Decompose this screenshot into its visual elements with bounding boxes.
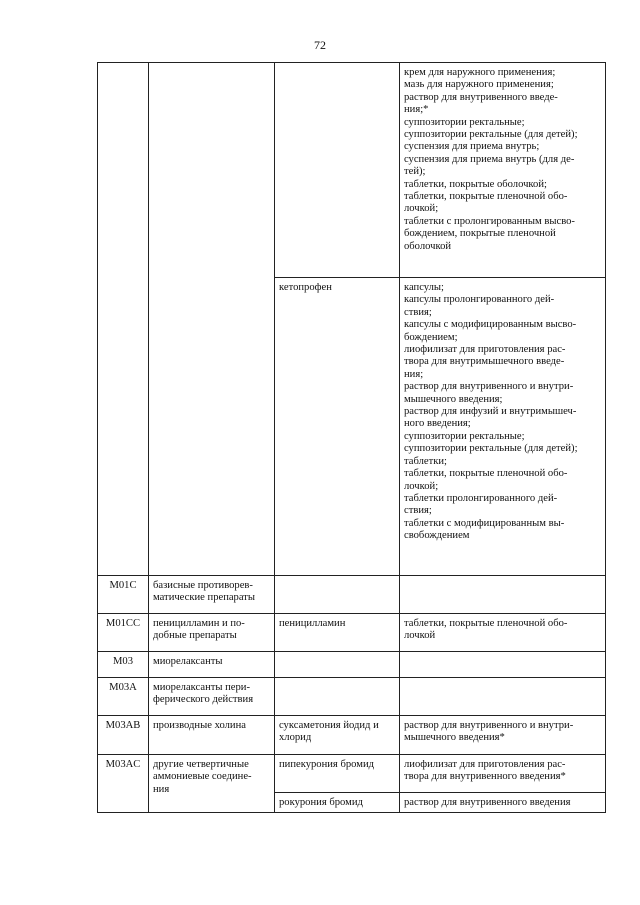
drug-name-cell [275, 652, 400, 678]
drug-name-cell: кетопрофен [275, 278, 400, 576]
atc-code-cell: M03 [98, 652, 149, 678]
table-row [98, 63, 606, 278]
atc-code-cell: M01CC [98, 614, 149, 652]
drug-name-cell: рокурония бромид [275, 793, 400, 813]
dosage-forms-cell: таблетки, покрытые пленочной обо- лочкой [400, 614, 606, 652]
pharmacological-group-cell: базисные противорев- матические препараты [149, 576, 275, 614]
dosage-forms-cell [400, 576, 606, 614]
drug-name-cell: пипекурония бромид [275, 755, 400, 793]
table-row [98, 614, 606, 652]
pharmacological-group-cell [149, 63, 275, 576]
drug-name-cell: суксаметония йодид и хлорид [275, 716, 400, 755]
dosage-forms-cell [400, 678, 606, 716]
dosage-forms-cell: капсулы; капсулы пролонгированного дей- ствия; капсулы с модифицированным высво- бождением; лиофилизат для приготовления рас- твора для внутримышечного введе- ния; раствор для внутривенного и внутри- мышечного введения; раствор для инфузий и внутримышеч- ного введения; суппозитории ректальные; суппозитории ректальные (для детей); таблетки; таблетки, покрытые пленочной обо- лочкой; таблетки пролонгированного дей- ствия; таблетки с модифицированным вы- свобождением [400, 278, 606, 576]
pharmacological-group-cell: пеницилламин и по- добные препараты [149, 614, 275, 652]
dosage-forms-cell: раствор для внутривенного введения [400, 793, 606, 813]
table-row [98, 755, 606, 793]
dosage-forms-cell: раствор для внутривенного и внутри- мышечного введения* [400, 716, 606, 755]
atc-code-cell: M01C [98, 576, 149, 614]
dosage-forms-cell [400, 652, 606, 678]
dosage-forms-cell: лиофилизат для приготовления рас- твора для внутривенного введения* [400, 755, 606, 793]
dosage-forms-cell: крем для наружного применения; мазь для наружного применения; раствор для внутривенного введе- ния;* суппозитории ректальные; суппозитории ректальные (для детей); суспензия для приема внутрь; суспензия для приема внутрь (для де- тей); таблетки, покрытые оболочкой; таблетки, покрытые пленочной обо- лочкой; таблетки с пролонгированным высво- бождением, покрытые пленочной оболочкой [400, 63, 606, 278]
pharmacological-group-cell: производные холина [149, 716, 275, 755]
drug-name-cell [275, 63, 400, 278]
table-row [98, 576, 606, 614]
table-row [98, 716, 606, 755]
drug-name-cell [275, 678, 400, 716]
drug-name-cell [275, 576, 400, 614]
table-row [98, 652, 606, 678]
drug-name-cell: пеницилламин [275, 614, 400, 652]
pharmacological-group-cell: другие четвертичные аммониевые соедине- ния [149, 755, 275, 813]
page-number: 72 [314, 38, 326, 52]
table-row [98, 678, 606, 716]
pharmacological-group-cell: миорелаксанты [149, 652, 275, 678]
atc-code-cell: M03AC [98, 755, 149, 813]
pharmacological-group-cell: миорелаксанты пери- ферического действия [149, 678, 275, 716]
drug-table [97, 62, 606, 813]
atc-code-cell: M03A [98, 678, 149, 716]
atc-code-cell: M03AB [98, 716, 149, 755]
atc-code-cell [98, 63, 149, 576]
